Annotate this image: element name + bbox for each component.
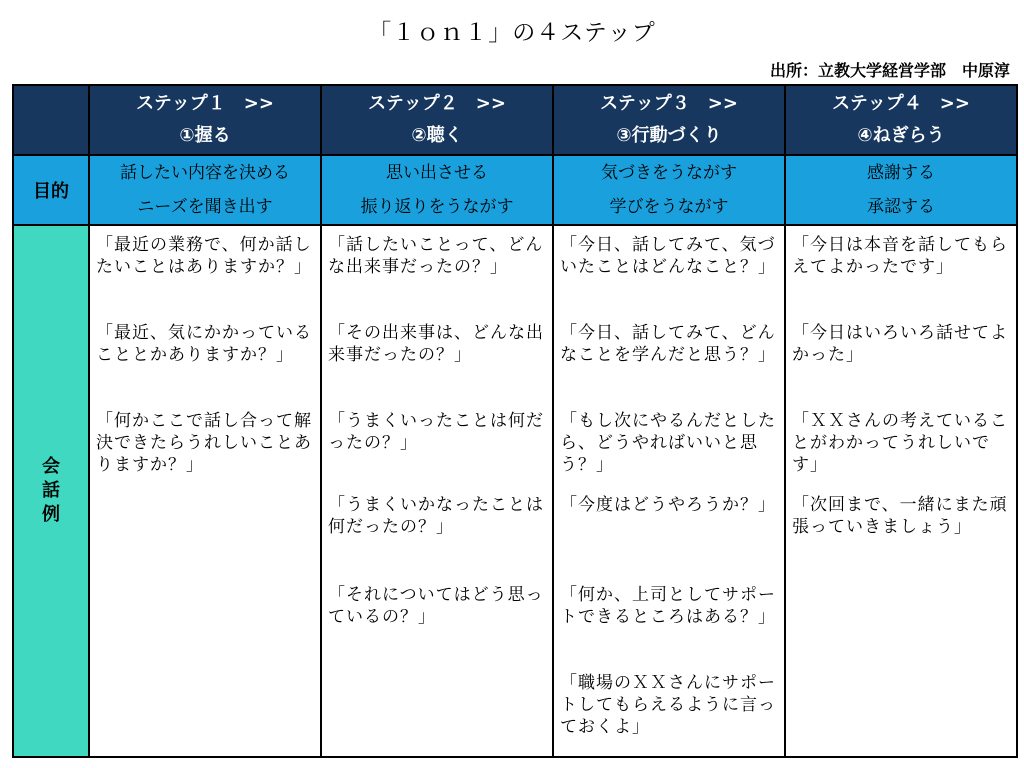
conversation-label-char: 話	[42, 480, 60, 501]
utterance: 「何かここで話し合って解決できたらうれしいことありますか？」	[96, 411, 312, 475]
purpose-label: 目的	[13, 155, 89, 225]
utterance: 「今日はいろいろ話せてよかった」	[792, 323, 1008, 365]
step-3-header	[553, 85, 785, 155]
conversation-col-3	[553, 225, 785, 757]
step-3-label: ステップ３ >>	[600, 93, 738, 114]
purpose-4-line1: 感謝する	[867, 163, 935, 183]
utterance: 「今日、話してみて、気づいたことはどんなこと？」	[560, 235, 776, 277]
purpose-cell-4	[785, 155, 1017, 225]
conversation-col-4	[785, 225, 1017, 757]
page-title: 「１ｏｎ１」の４ステップ	[368, 20, 656, 46]
purpose-2-line1: 思い出させる	[386, 163, 488, 183]
utterance: 「今日は本音を話してもらえてよかったです」	[792, 235, 1008, 277]
step-4-name: ④ねぎらう	[857, 125, 945, 146]
utterance: 「うまくいったことは何だったの？」	[328, 411, 544, 453]
utterance: 「その出来事は、どんな出来事だったの？」	[328, 323, 544, 365]
step-1-name: ①握る	[179, 125, 231, 146]
step-1-header	[89, 85, 321, 155]
purpose-cell-1	[89, 155, 321, 225]
conversation-label-char: 会	[42, 456, 60, 477]
conversation-label	[13, 225, 89, 757]
purpose-cell-3	[553, 155, 785, 225]
step-1-label: ステップ１ >>	[136, 93, 274, 114]
purpose-3-line2: 学びをうながす	[609, 197, 729, 217]
utterance: 「今日、話してみて、どんなことを学んだと思う？」	[560, 323, 776, 365]
utterance: 「職場のＸＸさんにサポートしてもらえるように言っておくよ」	[560, 673, 776, 737]
source-credit: 出所：立教大学経営学部 中原淳	[769, 61, 1010, 80]
utterance: 「次回まで、一緒にまた頑張っていきましょう」	[792, 495, 1008, 537]
utterance: 「最近、気にかかっていることとかありますか？」	[96, 323, 312, 365]
step-2-name: ②聴く	[411, 125, 463, 146]
utterance: 「最近の業務で、何か話したいことはありますか？」	[96, 235, 312, 277]
steps-table	[12, 84, 1018, 758]
purpose-1-line2: ニーズを聞き出す	[137, 197, 273, 217]
purpose-cell-2	[321, 155, 553, 225]
step-2-header	[321, 85, 553, 155]
step-2-label: ステップ２ >>	[368, 93, 506, 114]
utterance: 「話したいことって、どんな出来事だったの？」	[328, 235, 544, 277]
conversation-col-2	[321, 225, 553, 757]
conversation-row	[13, 225, 1017, 757]
purpose-4-line2: 承認する	[867, 197, 935, 217]
utterance: 「今度はどうやろうか？」	[560, 495, 776, 515]
purpose-row	[13, 155, 1017, 225]
utterance: 「ＸＸさんの考えていることがわかってうれしいです」	[792, 411, 1008, 475]
conversation-col-1	[89, 225, 321, 757]
step-4-label: ステップ４ >>	[832, 93, 970, 114]
utterance: 「何か、上司としてサポートできるところはある？」	[560, 585, 776, 627]
step-4-header	[785, 85, 1017, 155]
conversation-label-char: 例	[42, 504, 60, 525]
utterance: 「うまくいかなったことは何だったの？」	[328, 495, 544, 537]
header-row	[13, 85, 1017, 155]
utterance: 「もし次にやるんだとしたら、どうやればいいと思う？」	[560, 411, 776, 475]
purpose-3-line1: 気づきをうながす	[601, 163, 737, 183]
purpose-2-line2: 振り返りをうながす	[360, 197, 514, 217]
purpose-1-line1: 話したい内容を決める	[120, 163, 290, 183]
utterance: 「それについてはどう思っているの？」	[328, 585, 544, 627]
step-3-name: ③行動づくり	[616, 125, 722, 146]
header-corner	[13, 85, 89, 155]
